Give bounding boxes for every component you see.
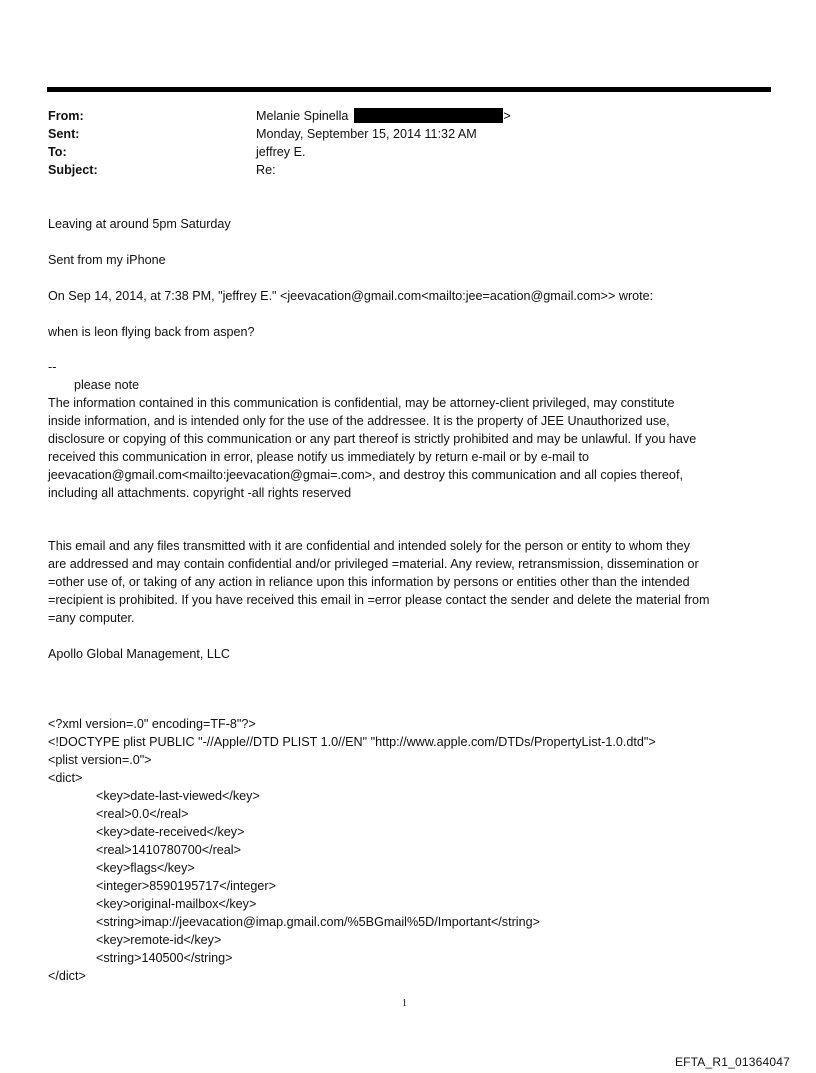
disclaimer-line: This email and any files transmitted with it are confidential and intended solely for the person or entity to whom they [48,539,690,553]
signature-dash: -- [48,360,57,374]
document-id: EFTA_R1_01364047 [674,1055,790,1069]
subject-label: Subject: [48,163,98,177]
from-value [256,107,511,125]
confidential-line: The information contained in this communication is confidential, may be attorney-client privileged, may constitute [48,396,675,410]
to-value: jeffrey E. [256,145,306,159]
subject-value: Re: [256,163,276,177]
to-label: To: [48,145,67,159]
company-name: Apollo Global Management, LLC [48,647,231,661]
xml-line-indented: <key>date-last-viewed</key> [96,789,260,803]
disclaimer-line: =other use of, or taking of any action in reliance upon this information by persons or entities other than the intended [48,575,690,589]
xml-line-indented: <key>date-received</key> [96,825,245,839]
confidential-line: disclosure or copying of this communication or any part thereof is strictly prohibited and may be unlawful. If you have [48,432,697,446]
disclaimer-line: are addressed and may contain confidential and/or privileged =material. Any review, retransmission, dissemination or [48,557,699,571]
confidential-line: received this communication in error, please notify us immediately by return e-mail or by e-mail to [48,450,590,464]
confidential-line: inside information, and is intended only for the use of the addressee. It is the property of JEE Unauthorized use, [48,414,670,428]
xml-line: <plist version=.0"> [48,753,152,767]
sent-label: Sent: [48,127,80,141]
xml-line-indented: <real>0.0</real> [96,807,189,821]
xml-line: <!DOCTYPE plist PUBLIC "-//Apple//DTD PLIST 1.0//EN" "http://www.apple.com/DTDs/PropertyList-1.0.dtd"> [48,735,656,749]
xml-line-indented: <real>1410780700</real> [96,843,241,857]
xml-line-indented: <string>imap://jeevacation@imap.gmail.com/%5BGmail%5D/Important</string> [96,915,540,929]
confidential-line: including all attachments. copyright -all rights reserved [48,486,352,500]
from-tail: > [503,109,511,123]
redaction-box [354,108,503,123]
quoted-header: On Sep 14, 2014, at 7:38 PM, "jeffrey E." <jeevacation@gmail.com<mailto:jee=acation@gmail.com>> wrote: [48,289,654,303]
page-number: 1 [402,998,407,1009]
xml-line-indented: <string>140500</string> [96,951,233,965]
disclaimer-line: =recipient is prohibited. If you have received this email in =error please contact the sender and delete the material from [48,593,710,607]
xml-line: <?xml version=.0" encoding=TF-8"?> [48,717,256,731]
header-rule [47,87,771,92]
xml-line-indented: <integer>8590195717</integer> [96,879,276,893]
signature-note: please note [74,378,140,392]
confidential-line: jeevacation@gmail.com<mailto:jeevacation@gmai=.com>, and destroy this communication and all copies thereof, [48,468,683,482]
xml-line: <dict> [48,771,83,785]
body-line-sent-from: Sent from my iPhone [48,253,166,267]
xml-line-indented: <key>remote-id</key> [96,933,222,947]
email-disclaimer [48,537,772,627]
from-label: From: [48,109,84,123]
plist-xml-block [48,715,656,985]
body-line-leaving: Leaving at around 5pm Saturday [48,217,231,231]
sender-name: Melanie Spinella [256,109,349,123]
disclaimer-line: =any computer. [48,611,135,625]
confidentiality-notice [48,394,772,502]
quoted-question: when is leon flying back from aspen? [48,325,255,339]
xml-line-indented: <key>original-mailbox</key> [96,897,257,911]
sent-value: Monday, September 15, 2014 11:32 AM [256,127,477,141]
xml-line: </dict> [48,969,86,983]
xml-line-indented: <key>flags</key> [96,861,195,875]
